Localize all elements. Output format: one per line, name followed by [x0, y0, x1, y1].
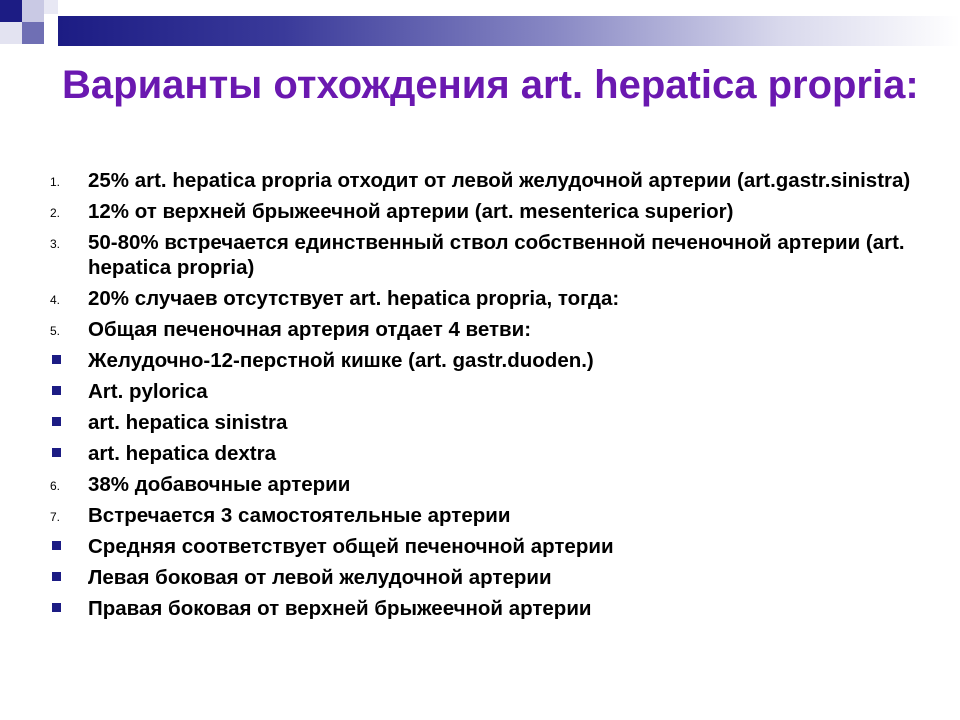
square-bullet-icon [52, 572, 61, 581]
item-text: 12% от верхней брыжеечной артерии (art. mesenterica superior) [88, 200, 734, 223]
decor-square [22, 22, 44, 44]
square-bullet-icon [52, 355, 61, 364]
square-bullet-icon [52, 448, 61, 457]
item-text: Левая боковая от левой желудочной артерии [88, 566, 552, 589]
list-item [46, 565, 936, 590]
item-text: art. hepatica dextra [88, 442, 276, 465]
list-item [46, 286, 936, 311]
item-text: art. hepatica sinistra [88, 411, 288, 434]
list-item [46, 230, 936, 280]
decor-square [0, 22, 22, 44]
content-list [46, 168, 936, 627]
item-text: 38% добавочные артерии [88, 473, 351, 496]
item-number: 2. [50, 206, 61, 220]
list-item [46, 348, 936, 373]
item-number: 1. [50, 175, 61, 189]
list-item [46, 199, 936, 224]
list-item [46, 596, 936, 621]
item-number: 6. [50, 479, 61, 493]
list-item [46, 317, 936, 342]
item-text: 20% случаев отсутствует art. hepatica propria, тогда: [88, 287, 620, 310]
decor-square [22, 0, 44, 22]
slide-title: Варианты отхождения art. hepatica propria: [62, 63, 919, 107]
item-number: 7. [50, 510, 61, 524]
item-number: 5. [50, 324, 61, 338]
item-number: 4. [50, 293, 61, 307]
item-text: Art. pylorica [88, 380, 208, 403]
square-bullet-icon [52, 386, 61, 395]
decor-square [0, 0, 22, 22]
list-item [46, 441, 936, 466]
list-item [46, 168, 936, 193]
square-bullet-icon [52, 417, 61, 426]
item-text: Встречается 3 самостоятельные артерии [88, 504, 511, 527]
decor-square [44, 0, 58, 14]
item-text: Правая боковая от верхней брыжеечной артерии [88, 597, 592, 620]
list-item [46, 534, 936, 559]
list-item [46, 410, 936, 435]
list-item [46, 472, 936, 497]
square-bullet-icon [52, 603, 61, 612]
item-text: 25% art. hepatica propria отходит от левой желудочной артерии (art.gastr.sinistra) [88, 169, 911, 192]
list-item [46, 503, 936, 528]
header-gradient-bar [58, 16, 960, 46]
item-text: 50-80% встречается единственный ствол собственной печеночной артерии (art. hepatica propria) [88, 231, 905, 279]
list-item [46, 379, 936, 404]
item-number: 3. [50, 237, 61, 251]
square-bullet-icon [52, 541, 61, 550]
item-text: Средняя соответствует общей печеночной артерии [88, 535, 614, 558]
item-text: Желудочно-12-перстной кишке (art. gastr.duoden.) [88, 349, 594, 372]
item-text: Общая печеночная артерия отдает 4 ветви: [88, 318, 532, 341]
